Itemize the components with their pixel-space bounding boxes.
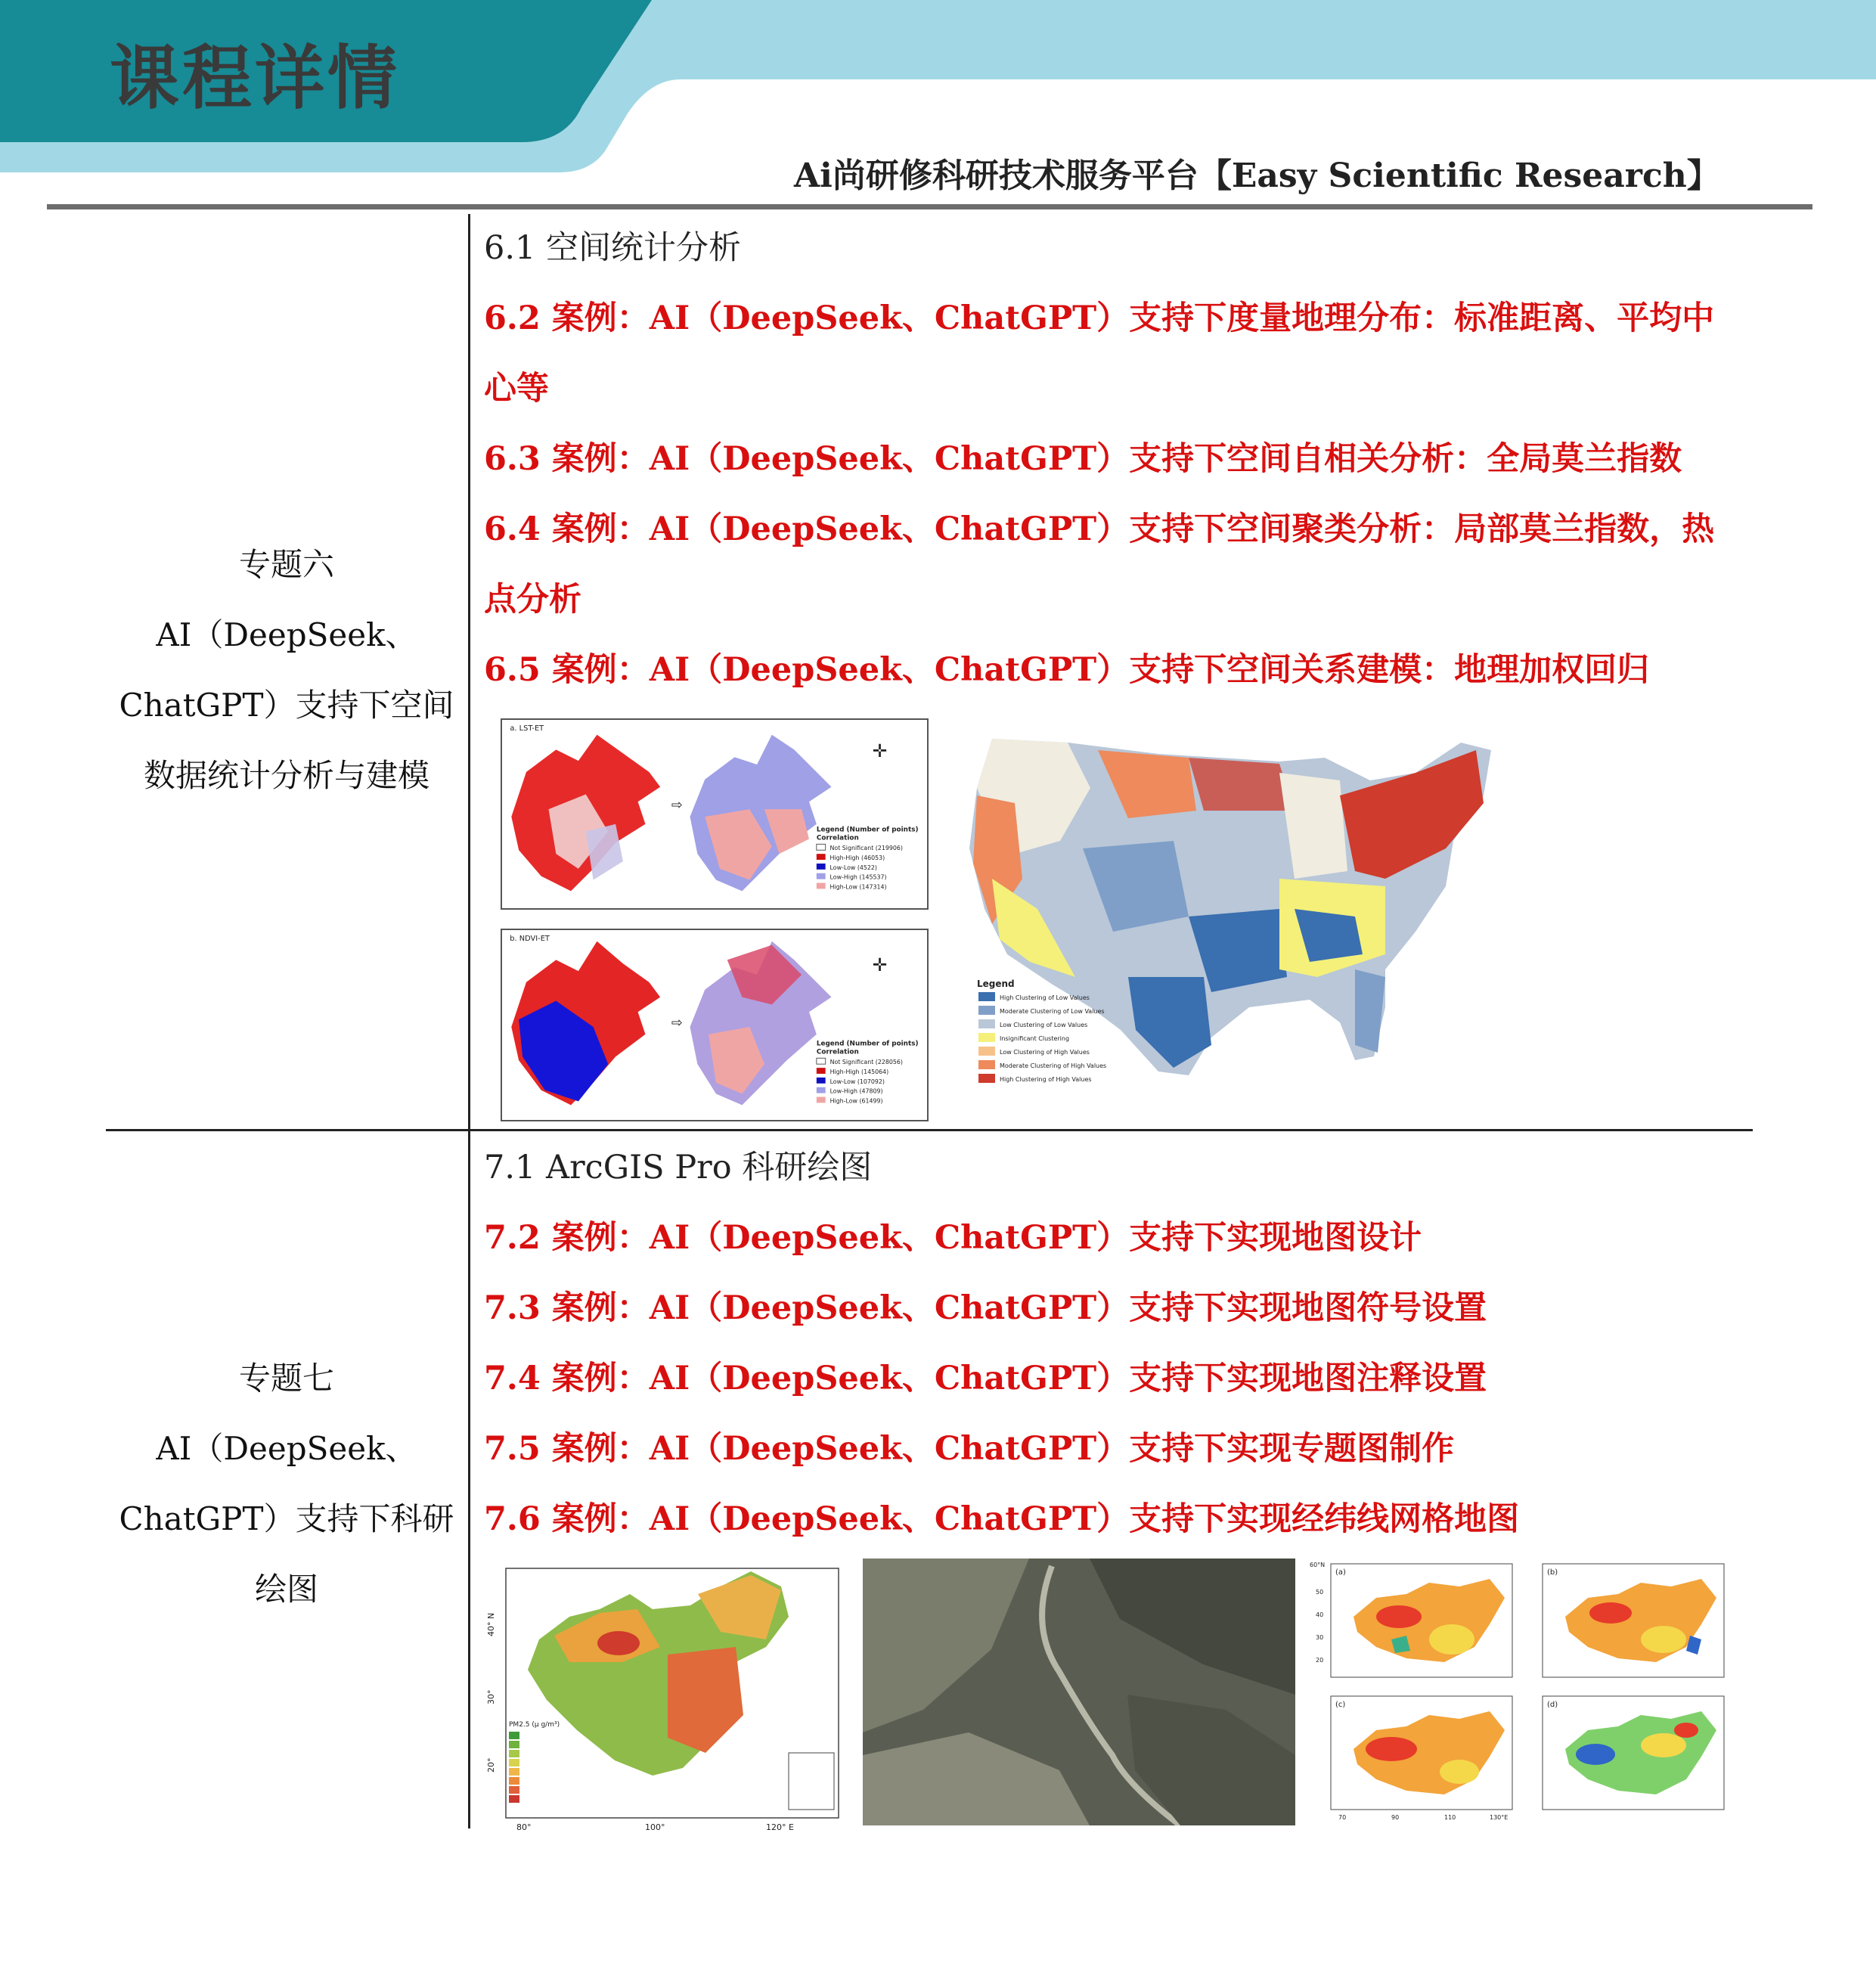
legend-swatch <box>817 1068 826 1074</box>
legend-item: Low-High (145537) <box>829 873 887 881</box>
map-region <box>1440 1760 1479 1784</box>
topic-six-title <box>106 529 467 811</box>
list-item: 7.2 案例：AI（DeepSeek、ChatGPT）支持下实现地图设计 <box>484 1219 1422 1257</box>
legend-swatch <box>817 873 826 879</box>
map-region <box>1189 758 1295 811</box>
legend-title: Legend (Number of points) <box>816 1040 919 1048</box>
north-arrow-icon: ✛ <box>872 740 888 762</box>
list-item: 7.6 案例：AI（DeepSeek、ChatGPT）支持下实现经纬线网格地图 <box>484 1500 1520 1538</box>
map-region <box>1589 1602 1632 1624</box>
legend-swatch <box>978 1033 995 1042</box>
legend-title: Legend <box>977 979 1015 989</box>
topic-title-line: ChatGPT）支持下科研 <box>119 1500 454 1537</box>
legend-swatch <box>978 1019 995 1028</box>
arrow-icon: ⇨ <box>671 1015 683 1031</box>
list-item: 7.4 案例：AI（DeepSeek、ChatGPT）支持下实现地图注释设置 <box>484 1360 1487 1397</box>
map-region <box>1340 750 1484 879</box>
legend-item: Low Clustering of High Values <box>1000 1049 1090 1056</box>
lisa-map-b <box>501 929 929 1121</box>
legend-swatch <box>817 1078 826 1084</box>
legend-swatch <box>509 1777 519 1785</box>
pm25-china-map-graphic <box>486 1564 842 1834</box>
list-item: 6.2 案例：AI（DeepSeek、ChatGPT）支持下度量地理分布：标准距离、平均中 <box>484 299 1715 337</box>
page-title: 课程详情 <box>110 38 401 119</box>
legend-item: High Clustering of Low Values <box>1000 994 1090 1001</box>
legend-swatch <box>509 1786 519 1794</box>
legend-swatch <box>817 1087 826 1093</box>
map-region <box>1429 1624 1474 1655</box>
lat-label: 30° <box>486 1689 496 1704</box>
grid-maps <box>1308 1556 1750 1830</box>
legend-swatch <box>978 992 995 1001</box>
legend-title: Legend (Number of points) <box>816 826 919 834</box>
lat-label: 20° <box>486 1757 496 1773</box>
satellite-image-graphic <box>863 1559 1295 1825</box>
topic-title-line: ChatGPT）支持下空间 <box>119 687 454 724</box>
satellite-image <box>863 1559 1295 1825</box>
legend-item: Low Clustering of Low Values <box>1000 1022 1088 1028</box>
legend-swatch <box>817 854 826 860</box>
list-item: 点分析 <box>484 581 581 619</box>
legend-swatch <box>509 1795 519 1803</box>
lat-label: 20 <box>1316 1657 1324 1664</box>
lisa-map-a-graphic <box>502 720 927 908</box>
panel-label: (b) <box>1547 1568 1558 1577</box>
map-region <box>1674 1723 1698 1738</box>
lon-label: 120° E <box>766 1822 794 1832</box>
legend-swatch <box>817 1058 826 1064</box>
topic-title-line: 专题七 <box>238 1360 334 1397</box>
legend-item: High Clustering of High Values <box>1000 1076 1092 1083</box>
grid-maps-graphic <box>1308 1556 1750 1830</box>
topic-title-line: 绘图 <box>254 1571 318 1608</box>
map-region <box>597 1631 640 1655</box>
topic-seven-title <box>106 1343 467 1624</box>
lon-label: 80° <box>516 1822 532 1832</box>
legend-item: Not Significant (219906) <box>829 845 903 852</box>
legend-subtitle: Correlation <box>816 1048 859 1056</box>
map-region <box>1641 1733 1686 1757</box>
lat-label: 30 <box>1316 1634 1324 1641</box>
inset-box <box>789 1753 834 1810</box>
map-region <box>690 735 832 892</box>
grid-panel-d <box>1543 1696 1724 1810</box>
legend-item: Moderate Clustering of Low Values <box>1000 1008 1105 1015</box>
lat-label: 60°N <box>1310 1562 1326 1568</box>
header-divider <box>47 204 1812 209</box>
legend-swatch <box>978 1074 995 1083</box>
list-item: 6.4 案例：AI（DeepSeek、ChatGPT）支持下空间聚类分析：局部莫兰指数，热 <box>484 510 1715 548</box>
grid-panel-a <box>1331 1564 1512 1677</box>
legend-item: High-High (145064) <box>829 1068 889 1075</box>
lon-label: 90 <box>1391 1814 1400 1821</box>
panel-label: (c) <box>1335 1701 1346 1709</box>
topic-seven-items <box>484 1133 1754 1555</box>
lon-label: 130°E <box>1490 1814 1509 1821</box>
legend-title: PM2.5 (μ g/m³) <box>509 1721 560 1729</box>
legend-swatch <box>509 1741 519 1748</box>
list-item: 6.3 案例：AI（DeepSeek、ChatGPT）支持下空间自相关分析：全局莫兰指数 <box>484 440 1682 478</box>
us-hotspot-map-graphic <box>962 727 1544 1104</box>
table-row-divider <box>106 1129 1753 1131</box>
legend-swatch <box>509 1732 519 1739</box>
panel-label: b. NDVI-ET <box>510 934 550 943</box>
legend-item: Not Significant (228056) <box>829 1059 903 1066</box>
panel-label: (a) <box>1335 1568 1346 1577</box>
lat-label: 40 <box>1316 1611 1324 1618</box>
topic-title-line: AI（DeepSeek、 <box>156 616 417 653</box>
map-region <box>1366 1737 1417 1761</box>
legend-item: High-Low (61499) <box>829 1097 883 1105</box>
legend-item: Moderate Clustering of High Values <box>1000 1062 1107 1069</box>
platform-name: Ai尚研修科研技术服务平台【Easy Scientific Research】 <box>794 157 1720 195</box>
legend-item: Low-Low (107092) <box>829 1078 885 1085</box>
lisa-map-a <box>501 718 929 910</box>
lon-label: 110 <box>1444 1814 1456 1821</box>
list-item: 7.5 案例：AI（DeepSeek、ChatGPT）支持下实现专题图制作 <box>484 1430 1455 1468</box>
panel-label: a. LST-ET <box>510 724 544 733</box>
panel-label: (d) <box>1547 1701 1558 1709</box>
legend-item: High-Low (147314) <box>829 883 887 891</box>
legend-item: Low-Low (4522) <box>829 864 877 871</box>
grid-panel-c <box>1331 1696 1512 1810</box>
list-item: 心等 <box>484 370 549 408</box>
list-item: 7.1 ArcGIS Pro 科研绘图 <box>484 1149 873 1186</box>
legend-swatch <box>817 883 826 889</box>
legend-item: High-High (46053) <box>829 854 885 862</box>
map-region <box>1576 1744 1615 1765</box>
list-item: 7.3 案例：AI（DeepSeek、ChatGPT）支持下实现地图符号设置 <box>484 1289 1487 1327</box>
legend-swatch <box>509 1759 519 1766</box>
legend-swatch <box>978 1047 995 1056</box>
topic-title-line: 数据统计分析与建模 <box>143 757 429 794</box>
north-arrow-icon: ✛ <box>872 954 888 976</box>
lat-label: 50 <box>1316 1589 1324 1596</box>
grid-panel-b <box>1543 1564 1724 1677</box>
legend-item: Low-High (47809) <box>829 1087 883 1095</box>
legend-swatch <box>978 1060 995 1069</box>
pm25-china-map <box>486 1564 842 1834</box>
legend-swatch <box>509 1768 519 1776</box>
table-column-divider <box>468 214 470 1828</box>
legend-swatch <box>509 1750 519 1757</box>
lon-label: 70 <box>1338 1814 1347 1821</box>
lon-label: 100° <box>645 1822 665 1832</box>
list-item: 6.5 案例：AI（DeepSeek、ChatGPT）支持下空间关系建模：地理加权回归 <box>484 651 1650 689</box>
list-item: 6.1 空间统计分析 <box>484 229 742 267</box>
topic-six-items <box>484 213 1754 706</box>
legend-swatch <box>817 864 826 870</box>
legend-swatch <box>817 844 826 850</box>
lisa-map-b-graphic <box>502 930 927 1120</box>
us-hotspot-map <box>962 727 1544 1104</box>
map-region <box>1641 1626 1686 1653</box>
arrow-icon: ⇨ <box>671 798 683 814</box>
topic-title-line: 专题六 <box>238 546 334 583</box>
legend-subtitle: Correlation <box>816 834 859 842</box>
legend-item: Insignificant Clustering <box>1000 1035 1070 1042</box>
legend-swatch <box>978 1006 995 1015</box>
map-region <box>1376 1605 1422 1628</box>
map-region <box>1355 969 1385 1053</box>
lat-label: 40° N <box>486 1612 496 1636</box>
legend-swatch <box>817 1096 826 1103</box>
topic-title-line: AI（DeepSeek、 <box>156 1430 417 1467</box>
